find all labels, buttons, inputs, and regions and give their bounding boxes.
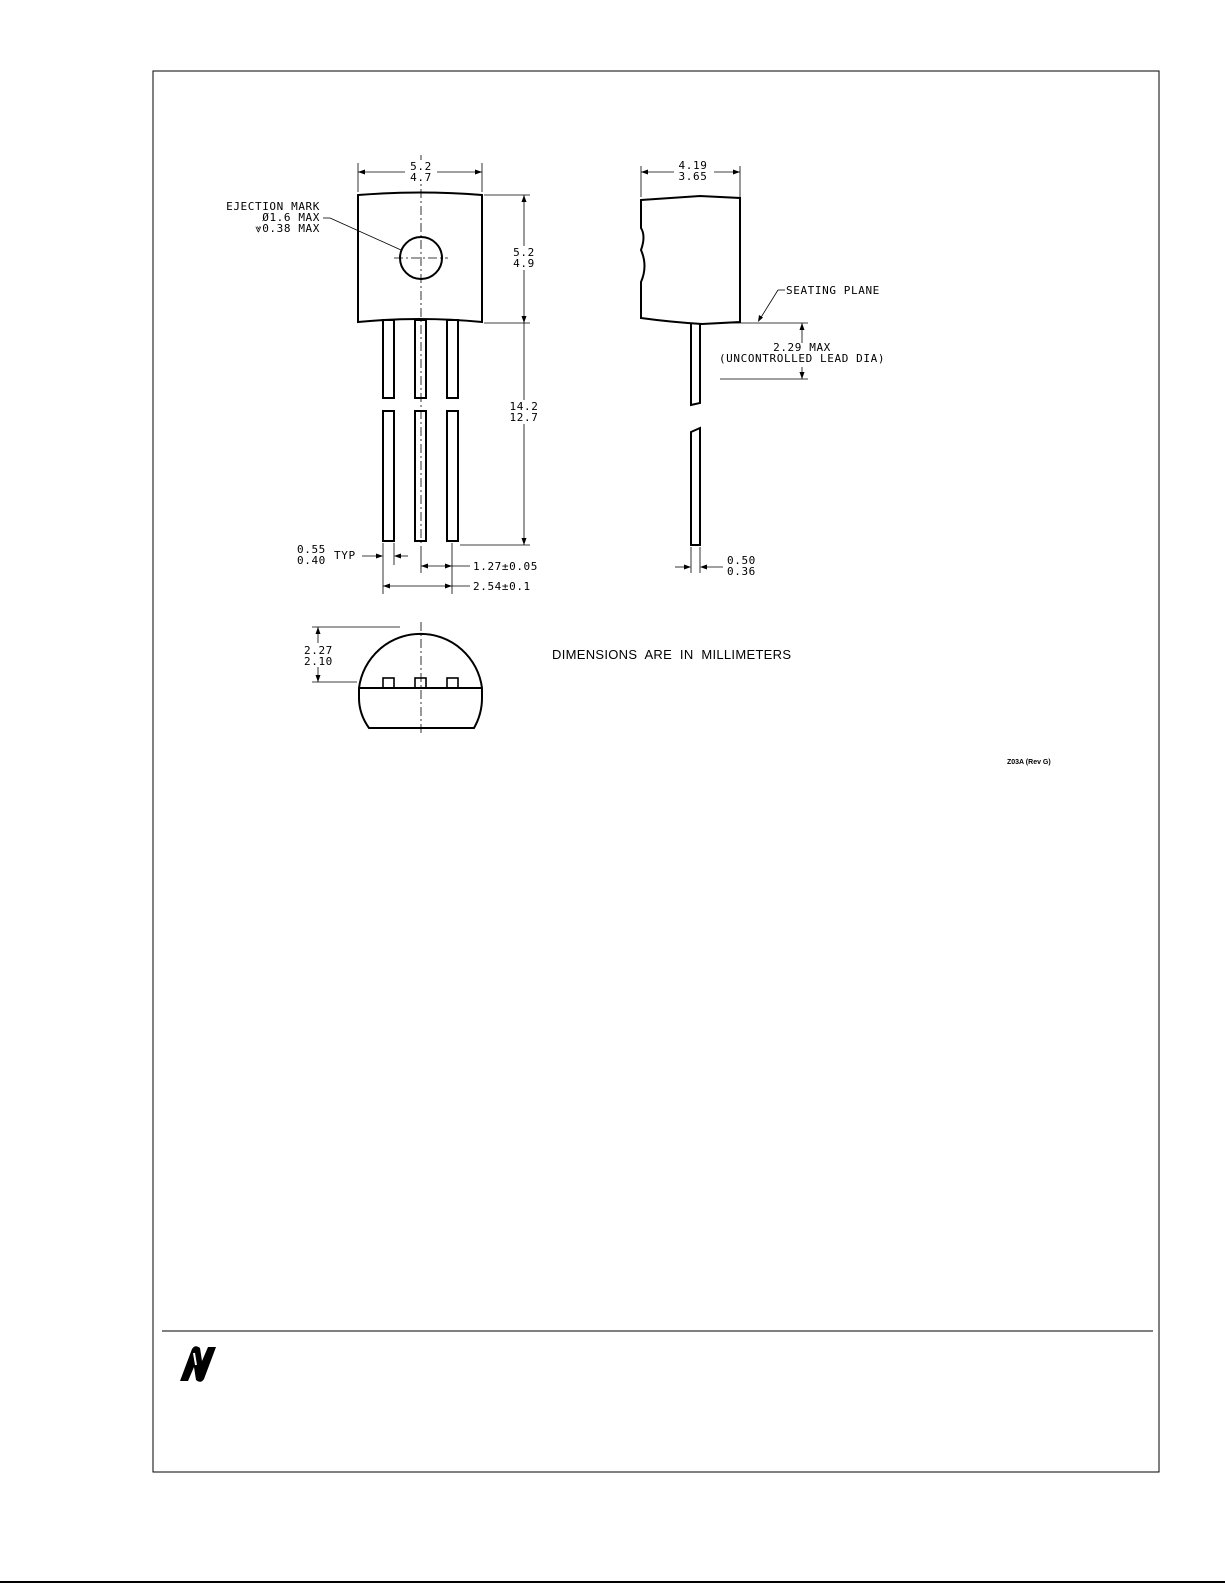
side-body-outline [641, 196, 740, 324]
side-view [641, 159, 885, 578]
bottom-outline [359, 634, 482, 728]
lead-pitch: 1.27±0.05 [473, 560, 539, 573]
body-width-max: 5.2 [410, 160, 432, 173]
seating-plane-label: SEATING PLANE [786, 284, 880, 297]
units-note: DIMENSIONS ARE IN MILLIMETERS [552, 647, 792, 662]
lead-length-min: 12.7 [509, 411, 539, 424]
body-height-min: 4.9 [513, 257, 535, 270]
bottom-lead-center [415, 678, 426, 688]
lead-thickness-min: 0.36 [727, 565, 756, 578]
body-height-max: 5.2 [513, 246, 535, 259]
side-thickness-max: 4.19 [678, 159, 708, 172]
national-semiconductor-logo [180, 1346, 216, 1382]
lead-left-lower [383, 411, 394, 541]
lead-span: 2.54±0.1 [473, 580, 531, 593]
lead-center-upper [415, 320, 426, 398]
front-body-outline [358, 193, 482, 323]
side-lead-upper [691, 323, 700, 405]
drawing-number: Z03A (Rev G) [1007, 759, 1051, 766]
lead-width-max: 0.55 [297, 543, 326, 556]
side-lead-lower [691, 428, 700, 545]
lead-width-min: 0.40 [297, 554, 326, 567]
lead-width-typ: TYP [334, 549, 356, 562]
lead-right-lower [447, 411, 458, 541]
lead-center-lower [415, 411, 426, 541]
uncontrolled-max: 2.29 MAX [773, 341, 831, 354]
page-frame [153, 71, 1159, 1472]
body-width-min: 4.7 [410, 171, 432, 184]
lead-length-max: 14.2 [509, 400, 539, 413]
uncontrolled-label: (UNCONTROLLED LEAD DIA) [718, 352, 886, 365]
flat-height-min: 2.10 [304, 655, 333, 668]
lead-thickness-max: 0.50 [727, 554, 756, 567]
ejection-depth: ⩔0.38 MAX [255, 222, 320, 235]
bottom-lead-left [383, 678, 394, 688]
lead-right-upper [447, 320, 458, 398]
bottom-view [303, 622, 482, 735]
ejection-mark-label: EJECTION MARK [226, 200, 320, 213]
flat-height-max: 2.27 [304, 644, 333, 657]
lead-left-upper [383, 320, 394, 398]
bottom-lead-right [447, 678, 458, 688]
side-thickness-min: 3.65 [678, 170, 708, 183]
ejection-diameter: Ø1.6 MAX [262, 211, 320, 224]
front-view [226, 155, 542, 594]
